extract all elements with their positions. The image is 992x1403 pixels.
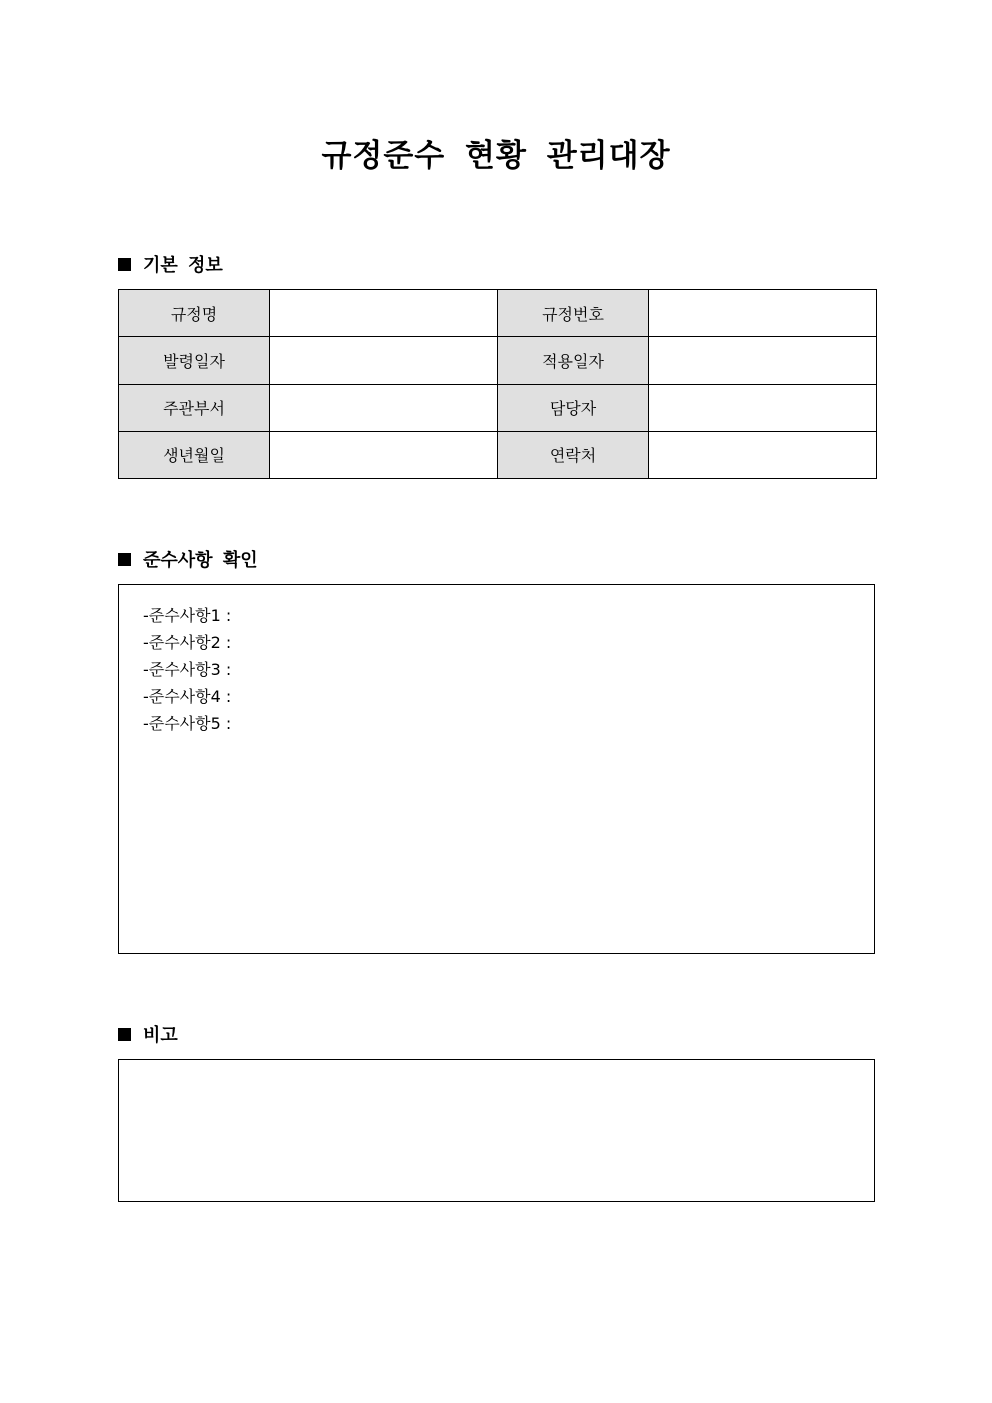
compliance-list bbox=[119, 585, 874, 737]
field-department[interactable] bbox=[270, 384, 498, 431]
section-title-compliance: 준수사항 확인 bbox=[143, 550, 258, 571]
section-title-remarks: 비고 bbox=[143, 1025, 178, 1046]
section-title-basic-info: 기본 정보 bbox=[143, 255, 223, 276]
field-person-in-charge[interactable] bbox=[649, 384, 877, 431]
section-heading-basic-info bbox=[118, 251, 223, 277]
section-heading-compliance bbox=[118, 546, 258, 572]
table-row bbox=[119, 337, 877, 384]
table-row bbox=[119, 290, 877, 337]
label-effective-date: 적용일자 bbox=[498, 337, 649, 384]
square-bullet-icon bbox=[118, 553, 131, 566]
basic-info-table bbox=[118, 289, 877, 479]
square-bullet-icon bbox=[118, 1028, 131, 1041]
field-issue-date[interactable] bbox=[270, 337, 498, 384]
list-item: -준수사항2 : bbox=[143, 633, 232, 652]
table-row bbox=[119, 431, 877, 478]
table-row bbox=[119, 384, 877, 431]
label-regulation-name: 규정명 bbox=[119, 290, 270, 337]
field-birth-date[interactable] bbox=[270, 431, 498, 478]
document-title: 규정준수 현황 관리대장 bbox=[321, 138, 671, 174]
list-item: -준수사항5 : bbox=[143, 714, 232, 733]
field-regulation-name[interactable] bbox=[270, 290, 498, 337]
label-issue-date: 발령일자 bbox=[119, 337, 270, 384]
label-person-in-charge: 담당자 bbox=[498, 384, 649, 431]
list-item: -준수사항4 : bbox=[143, 687, 232, 706]
label-department: 주관부서 bbox=[119, 384, 270, 431]
label-contact: 연락처 bbox=[498, 431, 649, 478]
section-heading-remarks bbox=[118, 1021, 178, 1047]
square-bullet-icon bbox=[118, 258, 131, 271]
remarks-box[interactable] bbox=[118, 1059, 875, 1202]
field-contact[interactable] bbox=[649, 431, 877, 478]
field-effective-date[interactable] bbox=[649, 337, 877, 384]
list-item: -준수사항1 : bbox=[143, 606, 232, 625]
field-regulation-number[interactable] bbox=[649, 290, 877, 337]
list-item: -준수사항3 : bbox=[143, 660, 232, 679]
compliance-box[interactable] bbox=[118, 584, 875, 954]
label-birth-date: 생년월일 bbox=[119, 431, 270, 478]
label-regulation-number: 규정번호 bbox=[498, 290, 649, 337]
